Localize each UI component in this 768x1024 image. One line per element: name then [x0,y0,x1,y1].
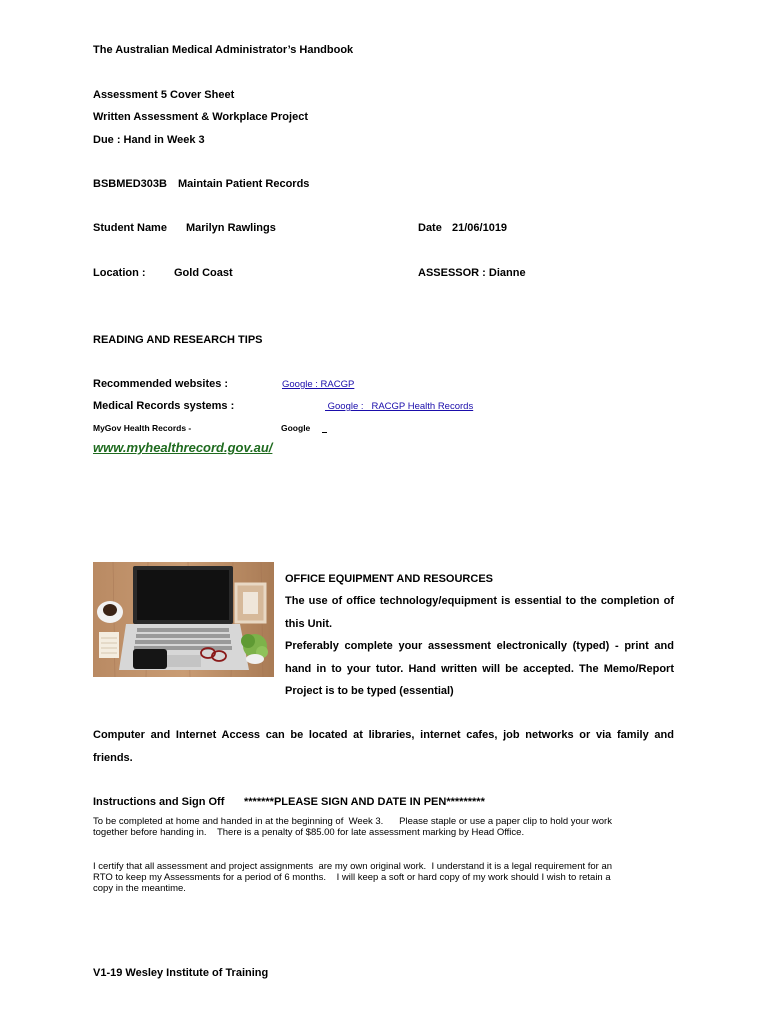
office-desk-image [93,562,274,677]
unit-name: Maintain Patient Records [178,178,310,190]
due-line: Due : Hand in Week 3 [93,134,205,146]
websites-link[interactable]: Google : RACGP [282,379,355,390]
mygov-label: MyGov Health Records - [93,423,192,433]
websites-label: Recommended websites : [93,378,229,390]
footer-text: V1-19 Wesley Institute of Training [93,967,269,979]
access-paragraph: Computer and Internet Access can be located at libraries, internet cafes, job networks or via family and friends. [93,729,674,764]
instruction-line-1: To be completed at home and handed in at the beginning of Week 3. Please staple or use a paper clip to hold your work [93,816,612,827]
date-label: Date [418,222,442,234]
systems-label: Medical Records systems : [93,400,235,412]
equipment-paragraph-1: The use of office technology/equipment is essential to the completion of this Unit. [285,595,674,630]
equipment-heading: OFFICE EQUIPMENT AND RESOURCES [285,573,493,585]
student-name: Marilyn Rawlings [186,222,276,234]
instructions-heading: Instructions and Sign Off [93,796,225,808]
systems-link[interactable]: Google : RACGP Health Records [325,401,474,412]
myhealthrecord-link[interactable]: www.myhealthrecord.gov.au/ [93,440,273,455]
cover-title: Assessment 5 Cover Sheet [93,89,235,101]
underline-mark [322,432,327,433]
certification-line-1: I certify that all assessment and project assignments are my own original work. I understand it is a legal requirement for an [93,861,613,872]
reading-heading: READING AND RESEARCH TIPS [93,334,263,346]
instruction-line-2: together before handing in. There is a penalty of $85.00 for late assessment marking by Head Office. [93,827,525,838]
sign-notice: *******PLEASE SIGN AND DATE IN PEN********* [244,796,485,808]
certification-line-2: RTO to keep my Assessments for a period of 6 months. I will keep a soft or hard copy of my work should I wish to retain a [93,872,611,883]
unit-code: BSBMED303B [93,178,167,190]
date-value: 21/06/1019 [452,222,508,234]
certification-line-3: copy in the meantime. [93,883,186,894]
equipment-paragraph-2: Preferably complete your assessment electronically (typed) - print and hand in to your tutor. Hand written will be accepted. The Memo/Report Project is to be typed (essential) [285,640,674,697]
student-label: Student Name [93,222,167,234]
cover-subtitle: Written Assessment & Workplace Project [93,111,308,123]
location-label: Location : [93,267,146,279]
mygov-value: Google [281,423,311,433]
location-value: Gold Coast [174,267,233,279]
assessor-line: ASSESSOR : Dianne [418,267,526,279]
book-title: The Australian Medical Administrator’s Handbook [93,44,354,56]
